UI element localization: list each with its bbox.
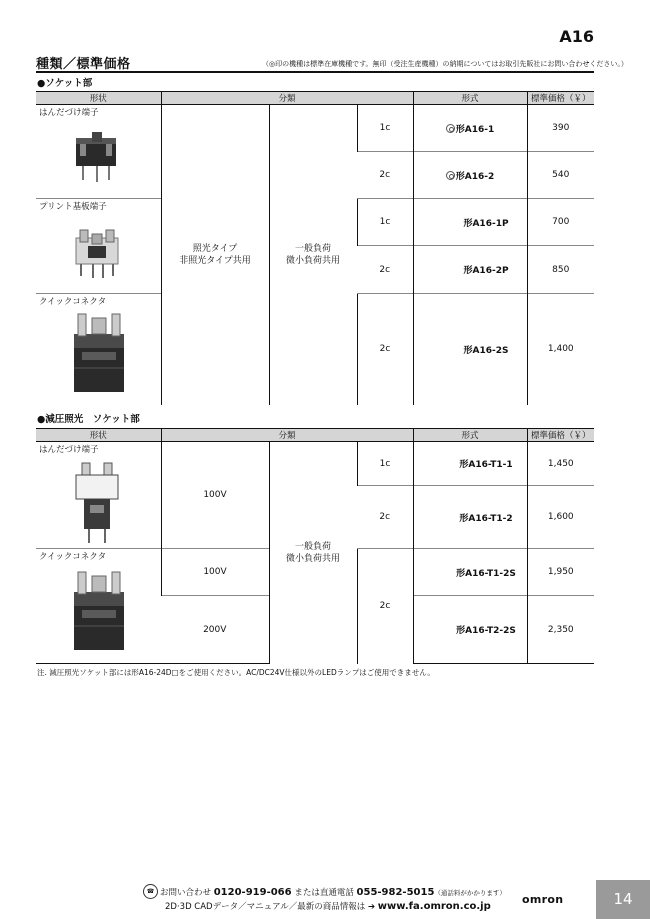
price-cell: 540 xyxy=(527,152,594,199)
price-cell: 1,450 xyxy=(527,442,594,486)
page-footer xyxy=(0,880,650,919)
col-price: 標準価格（￥） xyxy=(527,429,594,442)
col-model: 形式 xyxy=(413,429,527,442)
model-cell: 形A16-T2-2S xyxy=(413,596,527,664)
reduced-quick-connector-socket-image xyxy=(70,566,128,652)
model-cell: 形A16-T1-2 xyxy=(413,486,527,549)
contact-line: お問い合わせ 0120-919-066 または直通電話 055-982-5015（通話料がかかります） xyxy=(160,887,506,898)
shape-label: クイックコネクタ xyxy=(39,297,107,307)
price-cell: 390 xyxy=(527,105,594,152)
product-code: A16 xyxy=(559,27,594,46)
price-cell: 1,400 xyxy=(527,294,594,405)
price-cell: 700 xyxy=(527,199,594,246)
price-cell: 2,350 xyxy=(527,596,594,664)
table-heading-socket: ●ソケット部 xyxy=(37,78,93,89)
shape-label: プリント基板端子 xyxy=(39,202,107,212)
poles-cell: 1c xyxy=(357,105,413,152)
stock-mark-icon xyxy=(446,124,455,133)
table-header-row xyxy=(36,92,594,105)
model-cell: 形A16-1 xyxy=(413,105,527,152)
quick-connector-socket-image xyxy=(70,308,128,394)
phone-icon: ☎ xyxy=(143,884,158,899)
poles-cell: 2c xyxy=(357,549,413,664)
model-cell: 形A16-1P xyxy=(413,199,527,246)
stock-note: （◎印の機種は標準在庫機種です。無印（受注生産機種）の納期についてはお取引先販社にお問い合わせください。） xyxy=(262,60,628,68)
website-link[interactable]: www.fa.omron.co.jp xyxy=(377,901,491,912)
category-line: 非照光タイプ共用 xyxy=(179,255,251,266)
voltage-cell: 200V xyxy=(161,596,269,664)
voltage-cell: 100V xyxy=(161,549,269,596)
category-cell xyxy=(161,105,269,405)
col-shape: 形状 xyxy=(36,429,161,442)
price-cell: 850 xyxy=(527,246,594,294)
voltage-cell: 100V xyxy=(161,442,269,549)
price-cell: 1,600 xyxy=(527,486,594,549)
load-line: 一般負荷 xyxy=(294,541,331,552)
model-cell: 形A16-T1-1 xyxy=(413,442,527,486)
pcb-terminal-socket-image xyxy=(66,222,128,282)
category-line: 照光タイプ xyxy=(192,243,238,254)
poles-cell: 2c xyxy=(357,294,413,405)
section-title: 種類／標準価格 xyxy=(36,57,131,72)
model-cell: 形A16-T1-2S xyxy=(413,549,527,596)
section-rule xyxy=(36,71,594,73)
col-price: 標準価格（￥） xyxy=(527,92,594,105)
cad-line: 2D·3D CADデータ／マニュアル／最新の商品情報は ➔ www.fa.omron.co.jp xyxy=(165,901,491,912)
shape-label: クイックコネクタ xyxy=(39,552,107,562)
table-header-row xyxy=(36,429,594,442)
model-cell: 形A16-2S xyxy=(413,294,527,405)
poles-cell: 2c xyxy=(357,486,413,549)
model-cell: 形A16-2 xyxy=(413,152,527,199)
omron-logo: omron xyxy=(522,893,564,906)
price-cell: 1,950 xyxy=(527,549,594,596)
footnote: 注. 減圧照光ソケット部には形A16-24D□をご使用ください。AC/DC24V仕様以外のLEDランプはご使用できません。 xyxy=(37,668,435,677)
col-shape: 形状 xyxy=(36,92,161,105)
shape-label: はんだづけ端子 xyxy=(39,108,99,118)
poles-cell: 2c xyxy=(357,152,413,199)
load-cell xyxy=(269,442,357,664)
poles-cell: 1c xyxy=(357,199,413,246)
col-model: 形式 xyxy=(413,92,527,105)
col-category: 分類 xyxy=(161,92,413,105)
model-cell: 形A16-2P xyxy=(413,246,527,294)
col-category: 分類 xyxy=(161,429,413,442)
stock-mark-icon xyxy=(446,171,455,180)
table-heading-reduced-voltage: ●減圧照光 ソケット部 xyxy=(37,414,140,425)
load-line: 一般負荷 xyxy=(294,243,331,254)
load-cell xyxy=(269,105,357,405)
poles-cell: 1c xyxy=(357,442,413,486)
page-number: 14 xyxy=(596,880,650,919)
load-line: 微小負荷共用 xyxy=(285,553,340,564)
poles-cell: 2c xyxy=(357,246,413,294)
shape-label: はんだづけ端子 xyxy=(39,445,99,455)
load-line: 微小負荷共用 xyxy=(285,255,340,266)
reduced-solder-socket-image xyxy=(66,457,128,545)
solder-terminal-socket-image xyxy=(68,128,126,186)
